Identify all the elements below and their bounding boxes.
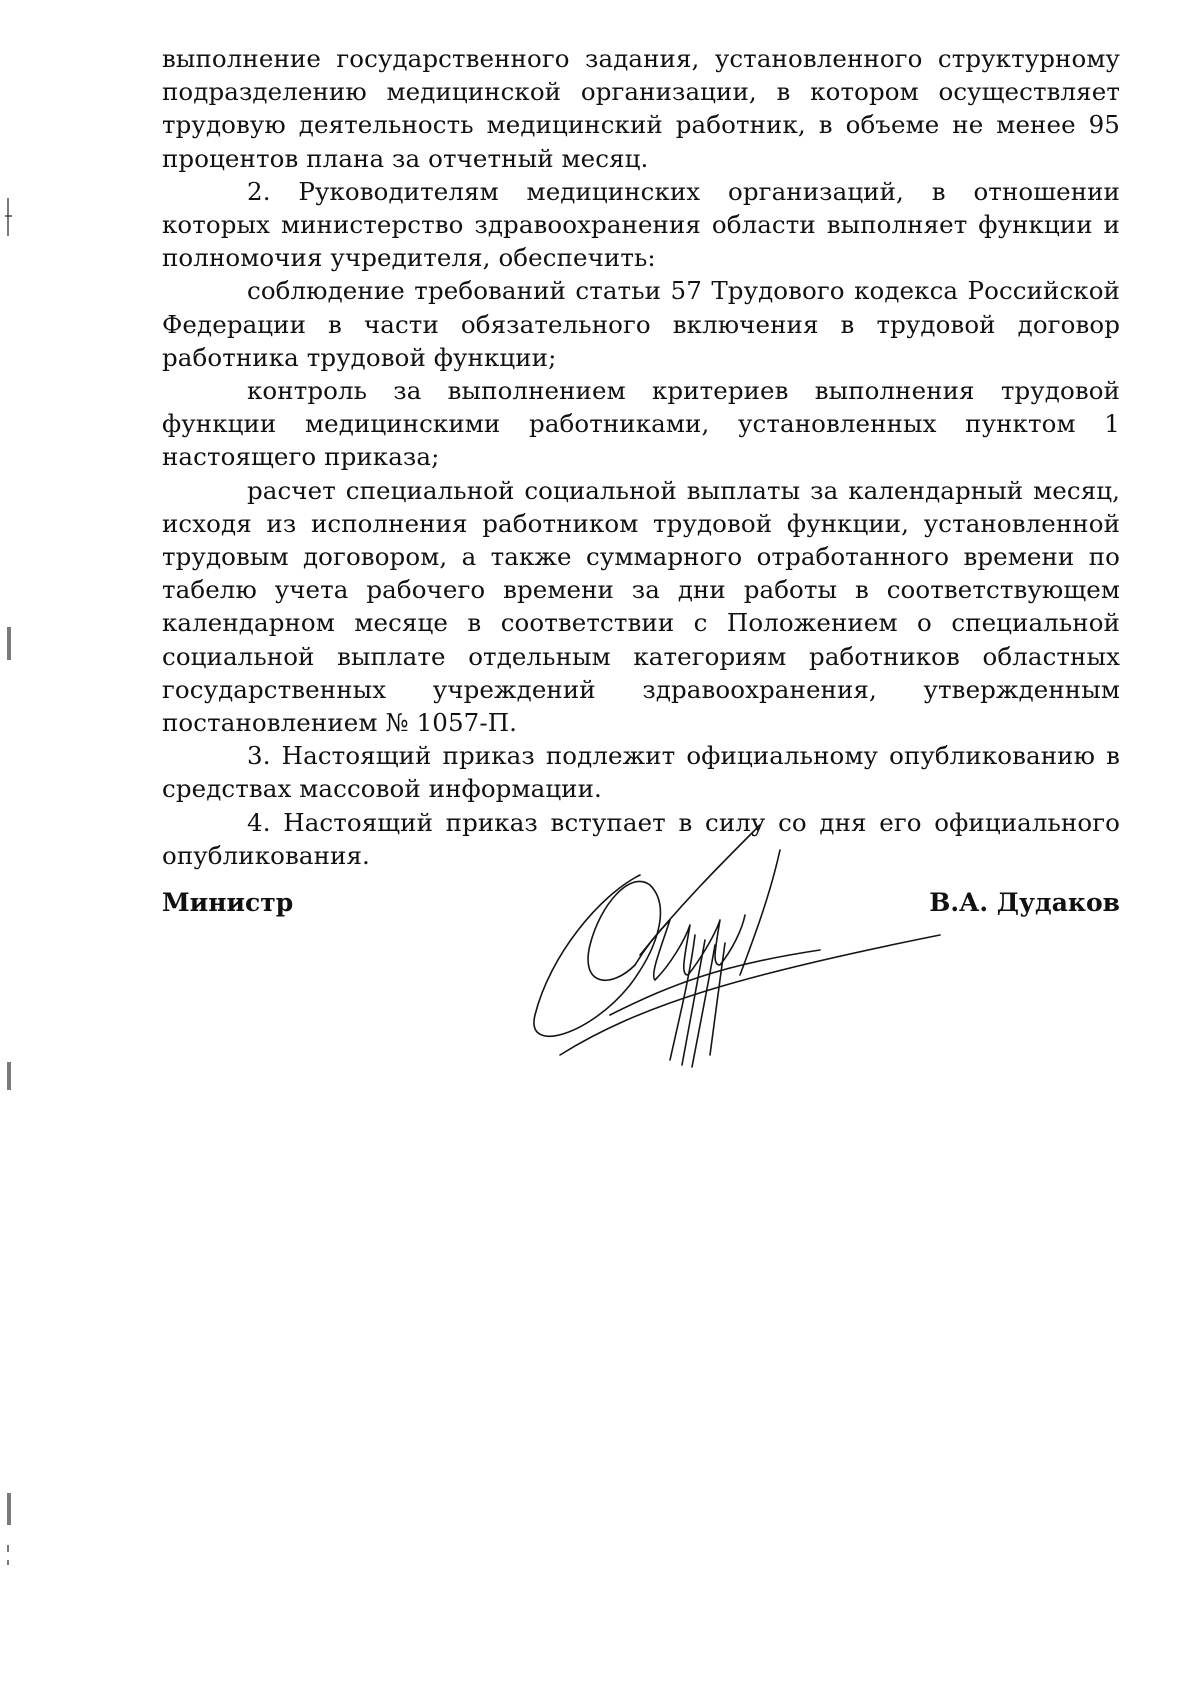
paragraph: выполнение государственного задания, установленного структурному подразделению медицинской организации, в котором осуществляет трудовую деятельность медицинский работник, в объеме не менее 95 процентов плана за отчетный месяц. [162,44,1120,173]
handwritten-signature [520,815,950,1075]
paragraph: 4. Настоящий приказ вступает в силу со дня его официального опубликования. [162,807,1120,870]
paragraph: 2. Руководителям медицинских организаций, в отношении которых министерство здравоохранения области выполняет функции и полномочия учредителя, обеспечить: [162,176,1120,273]
signatory-name: В.А. Дудаков [929,888,1120,917]
paragraph: расчет специальной социальной выплаты за календарный месяц, исходя из исполнения работником трудовой функции, установленной трудовым договором, а также суммарного отработанного времени по табелю учета рабочего времени за дни работы в соответствующем календарном месяце в соответствии с Положением о специальной социальной выплате отдельным категориям работников областных государственных учреждений здравоохранения, утвержденным постановлением № 1057-П. [162,475,1120,738]
document-body [162,42,1120,872]
paragraph: контроль за выполнением критериев выполнения трудовой функции медицинскими работниками, установленных пунктом 1 настоящего приказа; [162,376,1120,472]
signature-block [162,888,1120,928]
signatory-title: Министр [162,888,294,917]
scan-edge-marks [0,0,30,1695]
paragraph: соблюдение требований статьи 57 Трудового кодекса Российской Федерации в части обязательного включения в трудовой договор работника трудовой функции; [162,276,1120,372]
paragraph: 3. Настоящий приказ подлежит официальному опубликованию в средствах массовой информации. [162,741,1120,804]
